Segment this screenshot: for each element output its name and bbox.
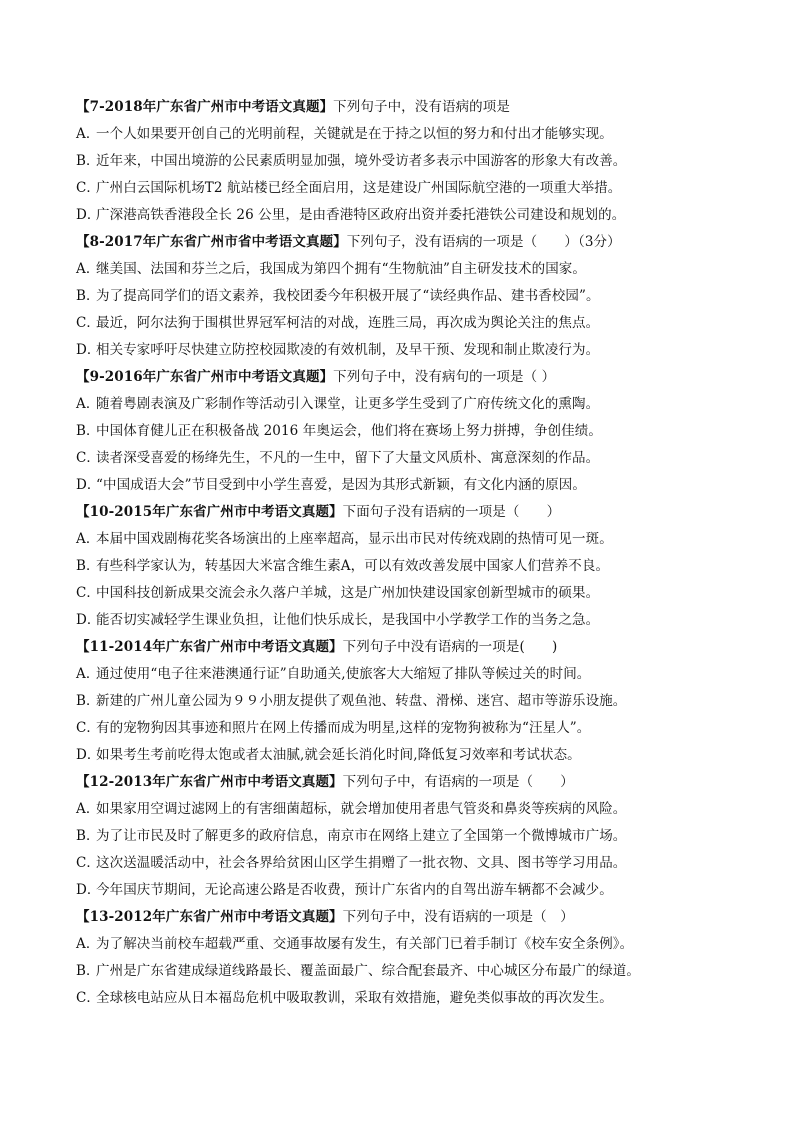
option-text: 这次送温暖活动中，社会各界给贫困山区学生捐赠了一批衣物、文具、图书等学习用品。 — [96, 855, 627, 871]
answer-option — [76, 310, 736, 337]
option-letter: A． — [76, 666, 100, 682]
question-stem: 下列句子中，没有语病的一项是（ ） — [342, 909, 574, 925]
question-stem: 下面句子没有语病的一项是（ ） — [342, 504, 561, 520]
option-text: 广州白云国际机场T2 航站楼已经全面启用，这是建设广州国际航空港的一项重大举措。 — [96, 180, 622, 196]
option-letter: C． — [76, 990, 101, 1006]
option-letter: B． — [76, 153, 100, 169]
question-header — [76, 94, 736, 121]
question-source: 【11-2014年广东省广州市中考语文真题】 — [76, 639, 343, 655]
answer-option — [76, 931, 736, 958]
answer-option — [76, 742, 736, 769]
question-source: 【7-2018年广东省广州市中考语文真题】 — [76, 99, 334, 115]
question-stem: 下列句子中没有语病的一项是( ) — [342, 639, 558, 655]
option-text: 随着粤剧表演及广彩制作等活动引入课堂，让更多学生受到了广府传统文化的熏陶。 — [96, 396, 600, 412]
option-text: 新建的广州儿童公园为９９小朋友提供了观鱼池、转盘、滑梯、迷宫、超市等游乐设施。 — [96, 693, 627, 709]
option-letter: A． — [76, 936, 100, 952]
option-text: 广州是广东省建成绿道线路最长、覆盖面最广、综合配套最齐、中心城区分布最广的绿道。 — [96, 963, 640, 979]
option-text: 有的宠物狗因其事迹和照片在网上传播而成为明星,这样的宠物狗被称为“汪星人”。 — [96, 720, 591, 736]
option-letter: B． — [76, 288, 100, 304]
answer-option — [76, 418, 736, 445]
option-letter: D． — [76, 612, 101, 628]
option-letter: B． — [76, 558, 100, 574]
option-text: 今年国庆节期间，无论高速公路是否收费，预计广东省内的自驾出游车辆都不会减少。 — [96, 882, 613, 898]
answer-option — [76, 472, 736, 499]
option-letter: C． — [76, 450, 101, 466]
option-letter: A． — [76, 801, 100, 817]
question-header — [76, 904, 736, 931]
answer-option — [76, 958, 736, 985]
answer-option — [76, 715, 736, 742]
option-text: 相关专家呼吁尽快建立防控校园欺凌的有效机制，及早干预、发现和制止欺凌行为。 — [96, 342, 600, 358]
answer-option — [76, 526, 736, 553]
option-text: 读者深受喜爱的杨绛先生，不凡的一生中，留下了大量文风质朴、寓意深刻的作品。 — [96, 450, 600, 466]
question-header — [76, 499, 736, 526]
option-text: 中国科技创新成果交流会永久落户羊城，这是广州加快建设国家创新型城市的硕果。 — [96, 585, 600, 601]
option-text: 如果家用空调过滤网上的有害细菌超标，就会增加使用者患气管炎和鼻炎等疾病的风险。 — [96, 801, 627, 817]
option-text: 广深港高铁香港段全长 26 公里，是由香港特区政府出资并委托港铁公司建设和规划的。 — [96, 207, 626, 223]
answer-option — [76, 688, 736, 715]
option-letter: D． — [76, 207, 101, 223]
answer-option — [76, 175, 736, 202]
option-text: 中国体育健儿正在积极备战 2016 年奥运会，他们将在赛场上努力拼搏，争创佳绩。 — [96, 423, 602, 439]
answer-option — [76, 256, 736, 283]
question-source: 【13-2012年广东省广州市中考语文真题】 — [76, 909, 343, 925]
option-letter: D． — [76, 477, 101, 493]
answer-option — [76, 337, 736, 364]
option-letter: C． — [76, 585, 101, 601]
answer-option — [76, 445, 736, 472]
answer-option — [76, 823, 736, 850]
answer-option — [76, 148, 736, 175]
document-body — [76, 94, 736, 1012]
question-stem: 下列句子，没有语病的一项是（ ）（3分） — [346, 234, 621, 250]
answer-option — [76, 121, 736, 148]
option-letter: D． — [76, 342, 101, 358]
option-letter: D． — [76, 747, 101, 763]
option-text: 最近，阿尔法狗于围棋世界冠军柯洁的对战，连胜三局，再次成为舆论关注的焦点。 — [96, 315, 600, 331]
answer-option — [76, 661, 736, 688]
question-source: 【10-2015年广东省广州市中考语文真题】 — [76, 504, 343, 520]
option-text: “中国成语大会”节目受到中小学生喜爱，是因为其形式新颖，有文化内涵的原因。 — [96, 477, 587, 493]
answer-option — [76, 850, 736, 877]
answer-option — [76, 553, 736, 580]
option-letter: A． — [76, 261, 100, 277]
option-letter: D． — [76, 882, 101, 898]
option-letter: A． — [76, 396, 100, 412]
question-stem: 下列句子中，没有语病的项是 — [333, 99, 510, 115]
option-letter: A． — [76, 531, 100, 547]
answer-option — [76, 391, 736, 418]
option-letter: B． — [76, 963, 100, 979]
answer-option — [76, 796, 736, 823]
option-text: 本届中国戏剧梅花奖各场演出的上座率超高，显示出市民对传统戏剧的热情可见一斑。 — [96, 531, 613, 547]
answer-option — [76, 877, 736, 904]
question-header — [76, 364, 736, 391]
question-header — [76, 634, 736, 661]
option-letter: C． — [76, 855, 101, 871]
option-text: 通过使用“电子往来港澳通行证”自助通关,使旅客大大缩短了排队等候过关的时间。 — [96, 666, 591, 682]
answer-option — [76, 580, 736, 607]
option-text: 能否切实减轻学生课业负担，让他们快乐成长，是我国中小学教学工作的当务之急。 — [96, 612, 600, 628]
question-source: 【8-2017年广东省广州市省中考语文真题】 — [76, 234, 347, 250]
question-stem: 下列句子中，没有病句的一项是（ ） — [333, 369, 556, 385]
option-letter: C． — [76, 720, 101, 736]
option-text: 近年来，中国出境游的公民素质明显加强，境外受访者多表示中国游客的形象大有改善。 — [96, 153, 627, 169]
answer-option — [76, 607, 736, 634]
option-text: 如果考生考前吃得太饱或者太油腻,就会延长消化时间,降低复习效率和考试状态。 — [96, 747, 581, 763]
option-text: 全球核电站应从日本福岛危机中吸取教训，采取有效措施，避免类似事故的再次发生。 — [96, 990, 613, 1006]
option-text: 一个人如果要开创自己的光明前程，关键就是在于持之以恒的努力和付出才能够实现。 — [96, 126, 613, 142]
question-list — [76, 94, 736, 1012]
question-stem: 下列句子中，有语病的一项是（ ） — [342, 774, 574, 790]
question-source: 【9-2016年广东省广州市中考语文真题】 — [76, 369, 334, 385]
question-header — [76, 769, 736, 796]
question-source: 【12-2013年广东省广州市中考语文真题】 — [76, 774, 343, 790]
option-letter: B． — [76, 693, 100, 709]
option-letter: B． — [76, 423, 100, 439]
option-letter: C． — [76, 315, 101, 331]
option-text: 为了提高同学们的语文素养，我校团委今年积极开展了“读经典作品、建书香校园”。 — [96, 288, 600, 304]
answer-option — [76, 283, 736, 310]
option-letter: A． — [76, 126, 100, 142]
answer-option — [76, 202, 736, 229]
option-text: 为了解决当前校车超载严重、交通事故屡有发生，有关部门已着手制订《校车安全条例》。 — [96, 936, 634, 952]
option-text: 有些科学家认为，转基因大米富含维生素A，可以有效改善发展中国家人们营养不良。 — [96, 558, 610, 574]
option-text: 为了让市民及时了解更多的政府信息，南京市在网络上建立了全国第一个微博城市广场。 — [96, 828, 627, 844]
option-letter: C． — [76, 180, 101, 196]
answer-option — [76, 985, 736, 1012]
option-text: 继美国、法国和芬兰之后，我国成为第四个拥有“生物航油”自主研发技术的国家。 — [96, 261, 587, 277]
option-letter: B． — [76, 828, 100, 844]
question-header — [76, 229, 736, 256]
